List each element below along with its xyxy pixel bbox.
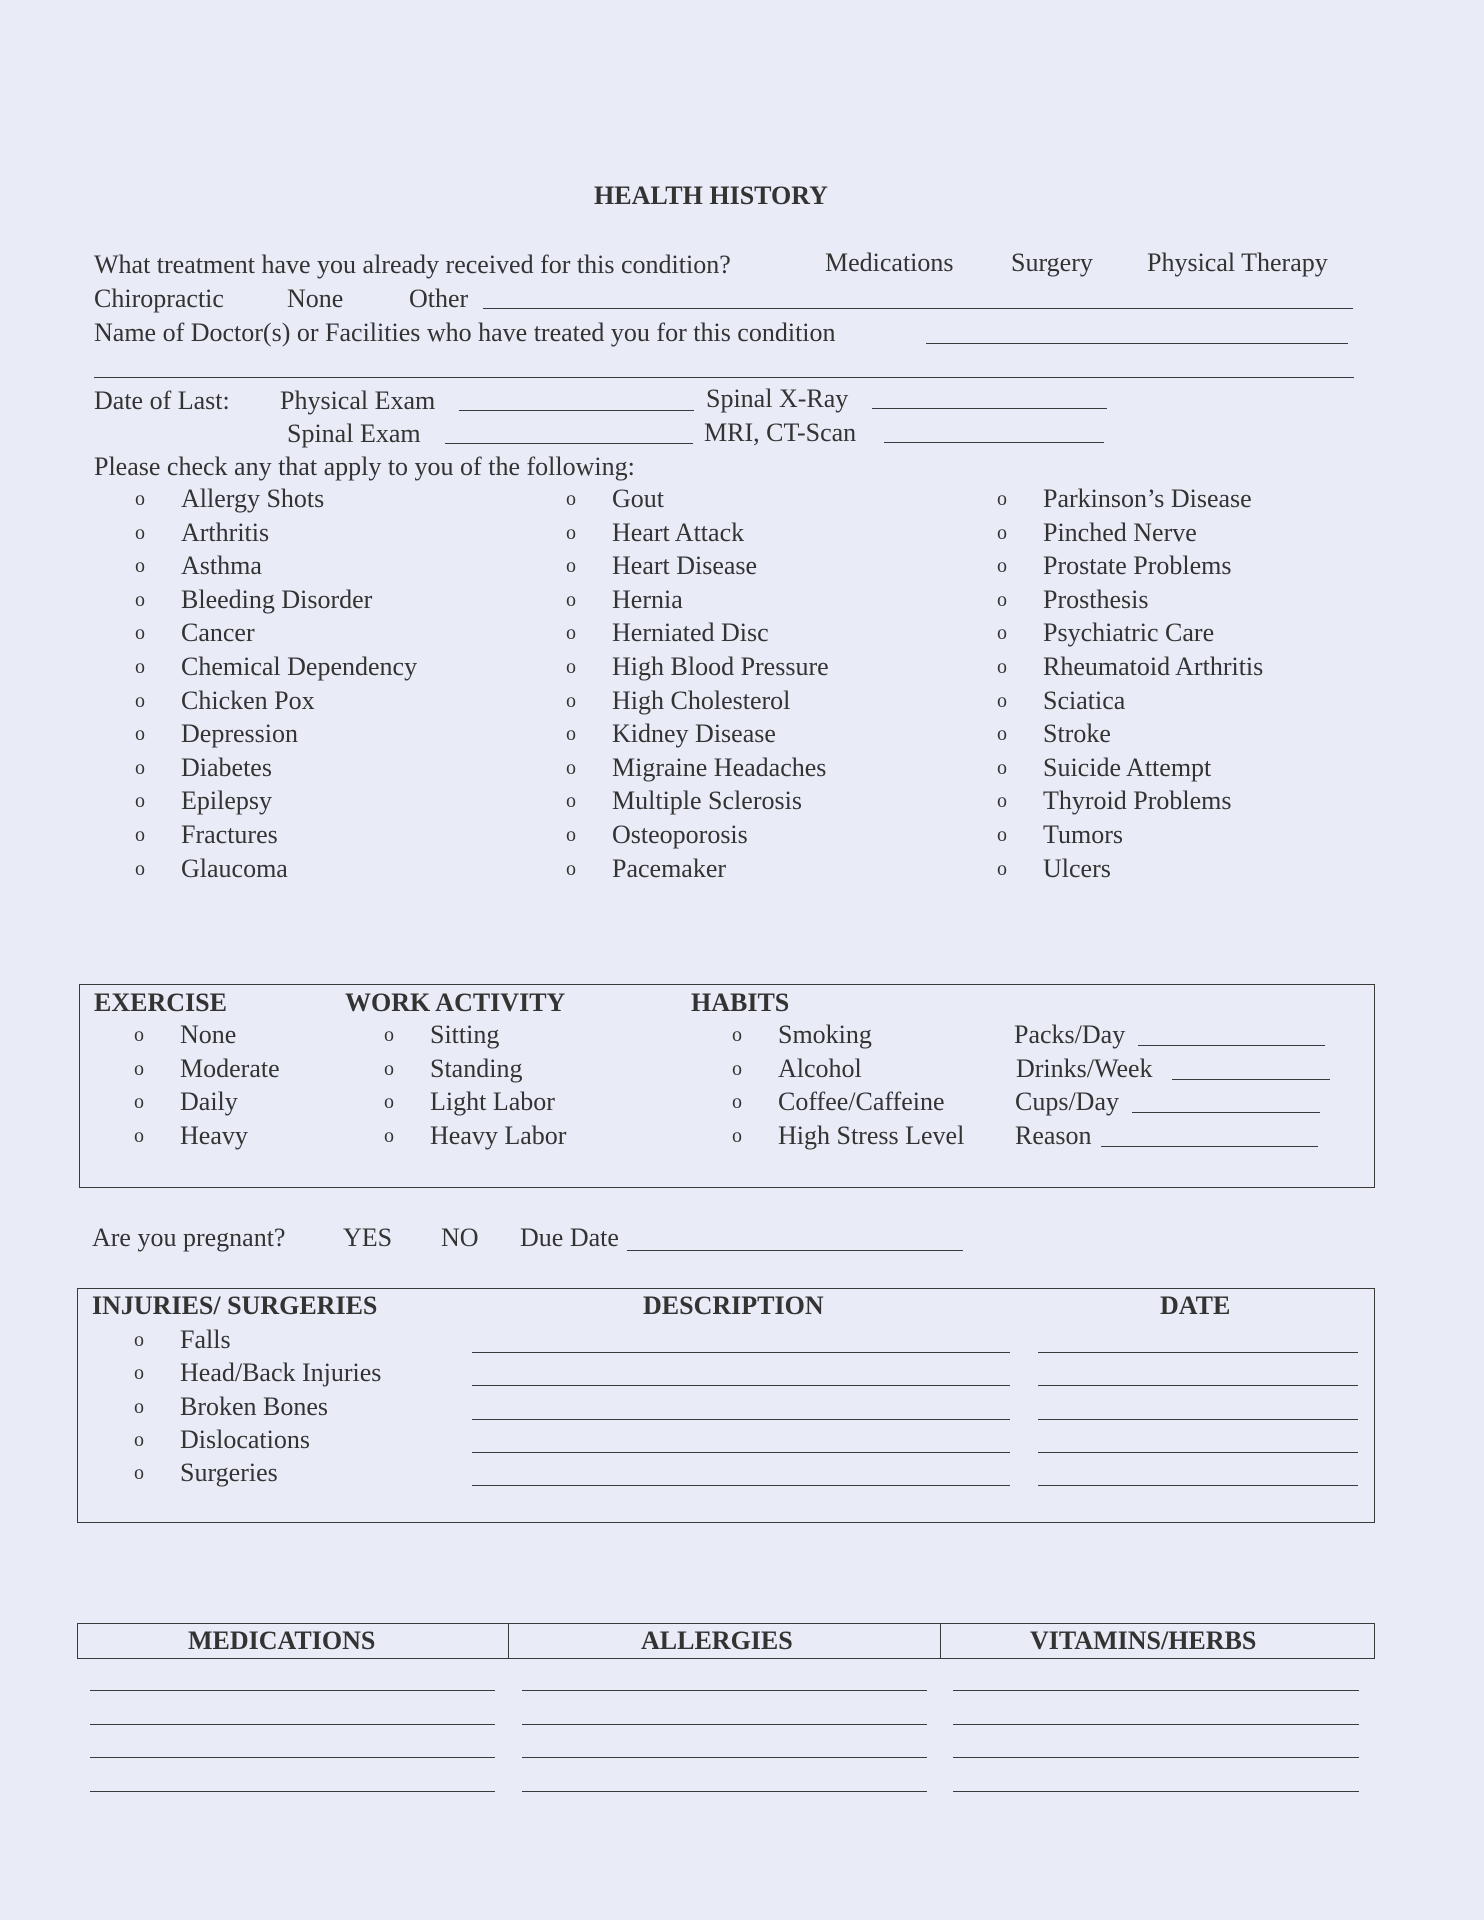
allergy-field[interactable] (522, 1757, 927, 1758)
checkbox-circle-icon[interactable]: o (134, 1462, 144, 1485)
injury-option[interactable] (134, 1358, 381, 1390)
checkbox-circle-icon[interactable]: o (135, 555, 145, 578)
mri-ct-field[interactable] (884, 442, 1104, 443)
injury-date-field[interactable] (1038, 1452, 1358, 1453)
injury-option[interactable] (134, 1325, 231, 1357)
condition-item[interactable] (997, 585, 1148, 617)
habit-option[interactable] (732, 1054, 862, 1086)
checkbox-circle-icon[interactable]: o (135, 656, 145, 678)
checkbox-circle-icon[interactable]: o (135, 824, 145, 846)
option-label: Fractures (181, 820, 278, 849)
checkbox-circle-icon[interactable]: o (566, 723, 576, 746)
injury-date-field[interactable] (1038, 1485, 1358, 1486)
checkbox-circle-icon[interactable]: o (135, 790, 145, 813)
checkbox-circle-icon[interactable]: o (732, 1057, 742, 1080)
option-label: Alcohol (778, 1053, 862, 1083)
option-label: Heavy (180, 1120, 248, 1150)
checkbox-circle-icon[interactable]: o (384, 1124, 394, 1147)
vitamin-herb-field[interactable] (953, 1791, 1359, 1792)
allergy-field[interactable] (522, 1724, 927, 1725)
physical-exam-field[interactable] (459, 410, 694, 411)
treatment-question: What treatment have you already received for this condition? (94, 250, 731, 279)
option-label: Standing (430, 1053, 523, 1083)
habit-option[interactable] (732, 1087, 945, 1119)
condition-item[interactable] (997, 652, 1263, 684)
checkbox-circle-icon[interactable]: o (997, 723, 1007, 746)
option-label: Prostate Problems (1043, 551, 1232, 581)
checkbox-circle-icon[interactable]: o (997, 824, 1007, 846)
medication-field[interactable] (90, 1757, 495, 1758)
condition-item[interactable] (135, 753, 272, 785)
injury-description-field[interactable] (472, 1385, 1010, 1386)
checkbox-circle-icon[interactable]: o (997, 521, 1007, 544)
injuries-heading: INJURIES/ SURGERIES (92, 1291, 378, 1320)
page-title: HEALTH HISTORY (594, 181, 828, 210)
pregnancy-question: Are you pregnant? (92, 1223, 286, 1252)
treatment-option-physical-therapy[interactable]: Physical Therapy (1147, 248, 1328, 277)
checkbox-circle-icon[interactable]: o (997, 689, 1007, 712)
option-label: None (180, 1020, 237, 1049)
checkbox-circle-icon[interactable]: o (134, 1362, 144, 1385)
checkbox-circle-icon[interactable]: o (732, 1124, 742, 1147)
checkbox-circle-icon[interactable]: o (566, 588, 576, 611)
checkbox-circle-icon[interactable]: o (135, 689, 145, 712)
habit-amount-label: Cups/Day (1015, 1087, 1119, 1116)
option-label: Heavy Labor (430, 1120, 567, 1150)
checkbox-circle-icon[interactable]: o (997, 488, 1007, 510)
option-label: Prosthesis (1043, 584, 1149, 614)
habit-amount-field[interactable] (1138, 1045, 1325, 1046)
option-label: High Stress Level (778, 1120, 965, 1150)
checkbox-circle-icon[interactable]: o (135, 723, 145, 746)
option-label: Light Labor (430, 1087, 555, 1116)
work-activity-heading: WORK ACTIVITY (345, 988, 566, 1017)
option-label: Rheumatoid Arthritis (1043, 652, 1264, 681)
condition-item[interactable] (566, 551, 757, 583)
pregnancy-yes[interactable]: YES (343, 1223, 393, 1252)
option-label: Kidney Disease (612, 719, 776, 749)
option-label: Pacemaker (612, 853, 727, 883)
pregnancy-no[interactable]: NO (441, 1223, 479, 1252)
option-label: Smoking (778, 1020, 872, 1049)
option-label: High Cholesterol (612, 685, 791, 715)
doctors-field[interactable] (926, 343, 1348, 344)
injury-option[interactable] (134, 1458, 278, 1490)
checkbox-circle-icon[interactable]: o (134, 1024, 144, 1046)
option-label: Broken Bones (180, 1391, 329, 1421)
exercise-option[interactable] (134, 1020, 236, 1052)
injury-description-field[interactable] (472, 1352, 1010, 1353)
option-label: Hernia (612, 584, 683, 614)
habit-amount-label: Reason (1015, 1120, 1092, 1150)
checkbox-circle-icon[interactable]: o (997, 857, 1007, 880)
option-label: Osteoporosis (612, 820, 748, 849)
checkbox-circle-icon[interactable]: o (732, 1024, 742, 1046)
vitamin-herb-field[interactable] (953, 1757, 1359, 1758)
condition-item[interactable] (997, 551, 1232, 583)
condition-item[interactable] (566, 618, 769, 650)
option-label: Stroke (1043, 719, 1111, 749)
injury-date-field[interactable] (1038, 1385, 1358, 1386)
condition-item[interactable] (135, 484, 324, 516)
checkbox-circle-icon[interactable]: o (732, 1091, 742, 1113)
option-label: Tumors (1043, 820, 1123, 849)
option-label: High Blood Pressure (612, 652, 829, 681)
injury-option[interactable] (134, 1425, 310, 1457)
checkbox-circle-icon[interactable]: o (134, 1329, 144, 1351)
condition-item[interactable] (135, 820, 278, 852)
due-date-label: Due Date (520, 1223, 619, 1252)
injury-date-field[interactable] (1038, 1419, 1358, 1420)
checkbox-circle-icon[interactable]: o (566, 521, 576, 544)
checkbox-circle-icon[interactable]: o (566, 656, 576, 678)
condition-item[interactable] (135, 686, 315, 718)
option-label: Sciatica (1043, 685, 1126, 715)
option-label: Moderate (180, 1053, 280, 1083)
other-treatment-field[interactable] (483, 308, 1353, 309)
option-label: Parkinson’s Disease (1043, 484, 1252, 513)
checkbox-circle-icon[interactable]: o (134, 1124, 144, 1147)
checkbox-circle-icon[interactable]: o (134, 1091, 144, 1113)
work-activity-option[interactable] (384, 1020, 499, 1052)
option-label: Sitting (430, 1020, 500, 1049)
habit-amount-field[interactable] (1101, 1146, 1318, 1147)
injury-date-field[interactable] (1038, 1352, 1358, 1353)
habit-amount-label: Packs/Day (1014, 1020, 1126, 1049)
option-label: Migraine Headaches (612, 752, 827, 782)
physical-exam-label: Physical Exam (280, 386, 436, 415)
condition-item[interactable] (566, 753, 826, 785)
checkbox-circle-icon[interactable]: o (384, 1057, 394, 1080)
checkbox-circle-icon[interactable]: o (135, 521, 145, 544)
condition-item[interactable] (135, 652, 417, 684)
checkbox-circle-icon[interactable]: o (135, 622, 145, 645)
checkbox-circle-icon[interactable]: o (566, 857, 576, 880)
mri-ct-label: MRI, CT-Scan (704, 418, 857, 447)
condition-item[interactable] (566, 786, 802, 818)
checkbox-circle-icon[interactable]: o (135, 588, 145, 611)
option-label: Suicide Attempt (1043, 752, 1212, 782)
date-heading: DATE (1160, 1291, 1231, 1320)
habit-amount-field[interactable] (1132, 1112, 1320, 1113)
checkbox-circle-icon[interactable]: o (384, 1091, 394, 1113)
option-label: Glaucoma (181, 853, 288, 883)
medication-field[interactable] (90, 1690, 495, 1691)
injury-description-field[interactable] (472, 1419, 1010, 1420)
treatment-option-other[interactable]: Other (409, 284, 469, 313)
medication-field[interactable] (90, 1791, 495, 1792)
option-label: Cancer (181, 618, 255, 648)
condition-item[interactable] (135, 854, 288, 886)
option-label: Ulcers (1043, 853, 1111, 883)
exercise-heading: EXERCISE (94, 988, 227, 1017)
injury-description-field[interactable] (472, 1452, 1010, 1453)
checkbox-circle-icon[interactable]: o (134, 1395, 144, 1418)
checkbox-circle-icon[interactable]: o (997, 555, 1007, 578)
checkbox-circle-icon[interactable]: o (384, 1024, 394, 1046)
checkbox-circle-icon[interactable]: o (566, 824, 576, 846)
vitamins-herbs-heading: VITAMINS/HERBS (1030, 1626, 1257, 1655)
checkbox-circle-icon[interactable]: o (997, 656, 1007, 678)
condition-item[interactable] (997, 719, 1111, 751)
checkbox-circle-icon[interactable]: o (997, 588, 1007, 611)
spinal-xray-field[interactable] (872, 408, 1107, 409)
condition-item[interactable] (135, 585, 372, 617)
conditions-prompt: Please check any that apply to you of the following: (94, 452, 635, 481)
vitamin-herb-field[interactable] (953, 1690, 1359, 1691)
checkbox-circle-icon[interactable]: o (566, 756, 576, 779)
option-label: Epilepsy (181, 786, 272, 816)
checkbox-circle-icon[interactable]: o (135, 857, 145, 880)
option-label: Chemical Dependency (181, 652, 418, 681)
habit-option[interactable] (732, 1121, 964, 1153)
medication-field[interactable] (90, 1724, 495, 1725)
option-label: Head/Back Injuries (180, 1358, 382, 1388)
date-of-last-label: Date of Last: (94, 386, 230, 415)
treatment-option-none[interactable]: None (287, 284, 344, 313)
condition-item[interactable] (997, 753, 1211, 785)
spinal-exam-label: Spinal Exam (287, 419, 421, 448)
condition-item[interactable] (997, 686, 1125, 718)
option-label: Bleeding Disorder (181, 584, 373, 614)
habit-amount-field[interactable] (1172, 1079, 1330, 1080)
vitamin-herb-field[interactable] (953, 1724, 1359, 1725)
condition-item[interactable] (566, 719, 776, 751)
condition-item[interactable] (135, 518, 269, 550)
checkbox-circle-icon[interactable]: o (135, 488, 145, 510)
meds-divider-1 (508, 1623, 509, 1659)
spinal-xray-label: Spinal X-Ray (706, 384, 849, 413)
option-label: Multiple Sclerosis (612, 786, 802, 816)
checkbox-circle-icon[interactable]: o (135, 756, 145, 779)
allergy-field[interactable] (522, 1791, 927, 1792)
condition-item[interactable] (566, 484, 664, 516)
condition-item[interactable] (135, 719, 298, 751)
medications-heading: MEDICATIONS (188, 1626, 376, 1655)
habit-amount-label: Drinks/Week (1016, 1053, 1153, 1083)
condition-item[interactable] (566, 820, 748, 852)
option-label: Daily (180, 1087, 238, 1116)
injury-option[interactable] (134, 1392, 328, 1424)
condition-item[interactable] (997, 820, 1123, 852)
checkbox-circle-icon[interactable]: o (997, 756, 1007, 779)
exercise-option[interactable] (134, 1121, 248, 1153)
treatment-option-chiropractic[interactable]: Chiropractic (94, 284, 224, 313)
condition-item[interactable] (997, 484, 1252, 516)
treatment-option-medications[interactable]: Medications (825, 248, 954, 277)
checkbox-circle-icon[interactable]: o (566, 689, 576, 712)
option-label: Depression (181, 719, 298, 749)
condition-item[interactable] (566, 518, 744, 550)
condition-item[interactable] (566, 854, 726, 886)
checkbox-circle-icon[interactable]: o (134, 1428, 144, 1451)
option-label: Dislocations (180, 1424, 310, 1454)
condition-item[interactable] (997, 618, 1214, 650)
option-label: Allergy Shots (181, 484, 325, 513)
exercise-option[interactable] (134, 1087, 238, 1119)
checkbox-circle-icon[interactable]: o (566, 622, 576, 645)
description-heading: DESCRIPTION (643, 1291, 824, 1320)
due-date-field[interactable] (627, 1250, 963, 1251)
checkbox-circle-icon[interactable]: o (997, 790, 1007, 813)
condition-item[interactable] (997, 786, 1232, 818)
option-label: Thyroid Problems (1043, 786, 1232, 816)
treatment-option-surgery[interactable]: Surgery (1011, 248, 1093, 277)
condition-item[interactable] (566, 585, 683, 617)
meds-divider-2 (940, 1623, 941, 1659)
option-label: Diabetes (181, 752, 272, 782)
condition-item[interactable] (997, 518, 1197, 550)
doctors-field-continued[interactable] (94, 377, 1354, 378)
doctors-label: Name of Doctor(s) or Facilities who have treated you for this condition (94, 318, 836, 347)
option-label: Surgeries (180, 1458, 278, 1488)
condition-item[interactable] (135, 618, 255, 650)
option-label: Gout (612, 484, 664, 513)
condition-item[interactable] (997, 854, 1111, 886)
exercise-option[interactable] (134, 1054, 280, 1086)
checkbox-circle-icon[interactable]: o (134, 1057, 144, 1080)
checkbox-circle-icon[interactable]: o (997, 622, 1007, 645)
option-label: Falls (180, 1325, 231, 1354)
option-label: Pinched Nerve (1043, 517, 1197, 547)
option-label: Coffee/Caffeine (778, 1087, 945, 1116)
option-label: Heart Attack (612, 517, 745, 547)
condition-item[interactable] (566, 652, 829, 684)
condition-item[interactable] (135, 551, 262, 583)
option-label: Heart Disease (612, 551, 758, 581)
option-label: Psychiatric Care (1043, 618, 1215, 648)
work-activity-option[interactable] (384, 1054, 522, 1086)
allergy-field[interactable] (522, 1690, 927, 1691)
work-activity-option[interactable] (384, 1121, 566, 1153)
habits-heading: HABITS (691, 988, 790, 1017)
spinal-exam-field[interactable] (445, 443, 693, 444)
option-label: Arthritis (181, 517, 270, 547)
condition-item[interactable] (566, 686, 790, 718)
allergies-heading: ALLERGIES (641, 1626, 793, 1655)
habit-option[interactable] (732, 1020, 872, 1052)
checkbox-circle-icon[interactable]: o (566, 555, 576, 578)
checkbox-circle-icon[interactable]: o (566, 488, 576, 510)
option-label: Herniated Disc (612, 618, 769, 648)
checkbox-circle-icon[interactable]: o (566, 790, 576, 813)
injury-description-field[interactable] (472, 1485, 1010, 1486)
option-label: Chicken Pox (181, 685, 315, 715)
option-label: Asthma (181, 551, 262, 581)
condition-item[interactable] (135, 786, 272, 818)
work-activity-option[interactable] (384, 1087, 555, 1119)
